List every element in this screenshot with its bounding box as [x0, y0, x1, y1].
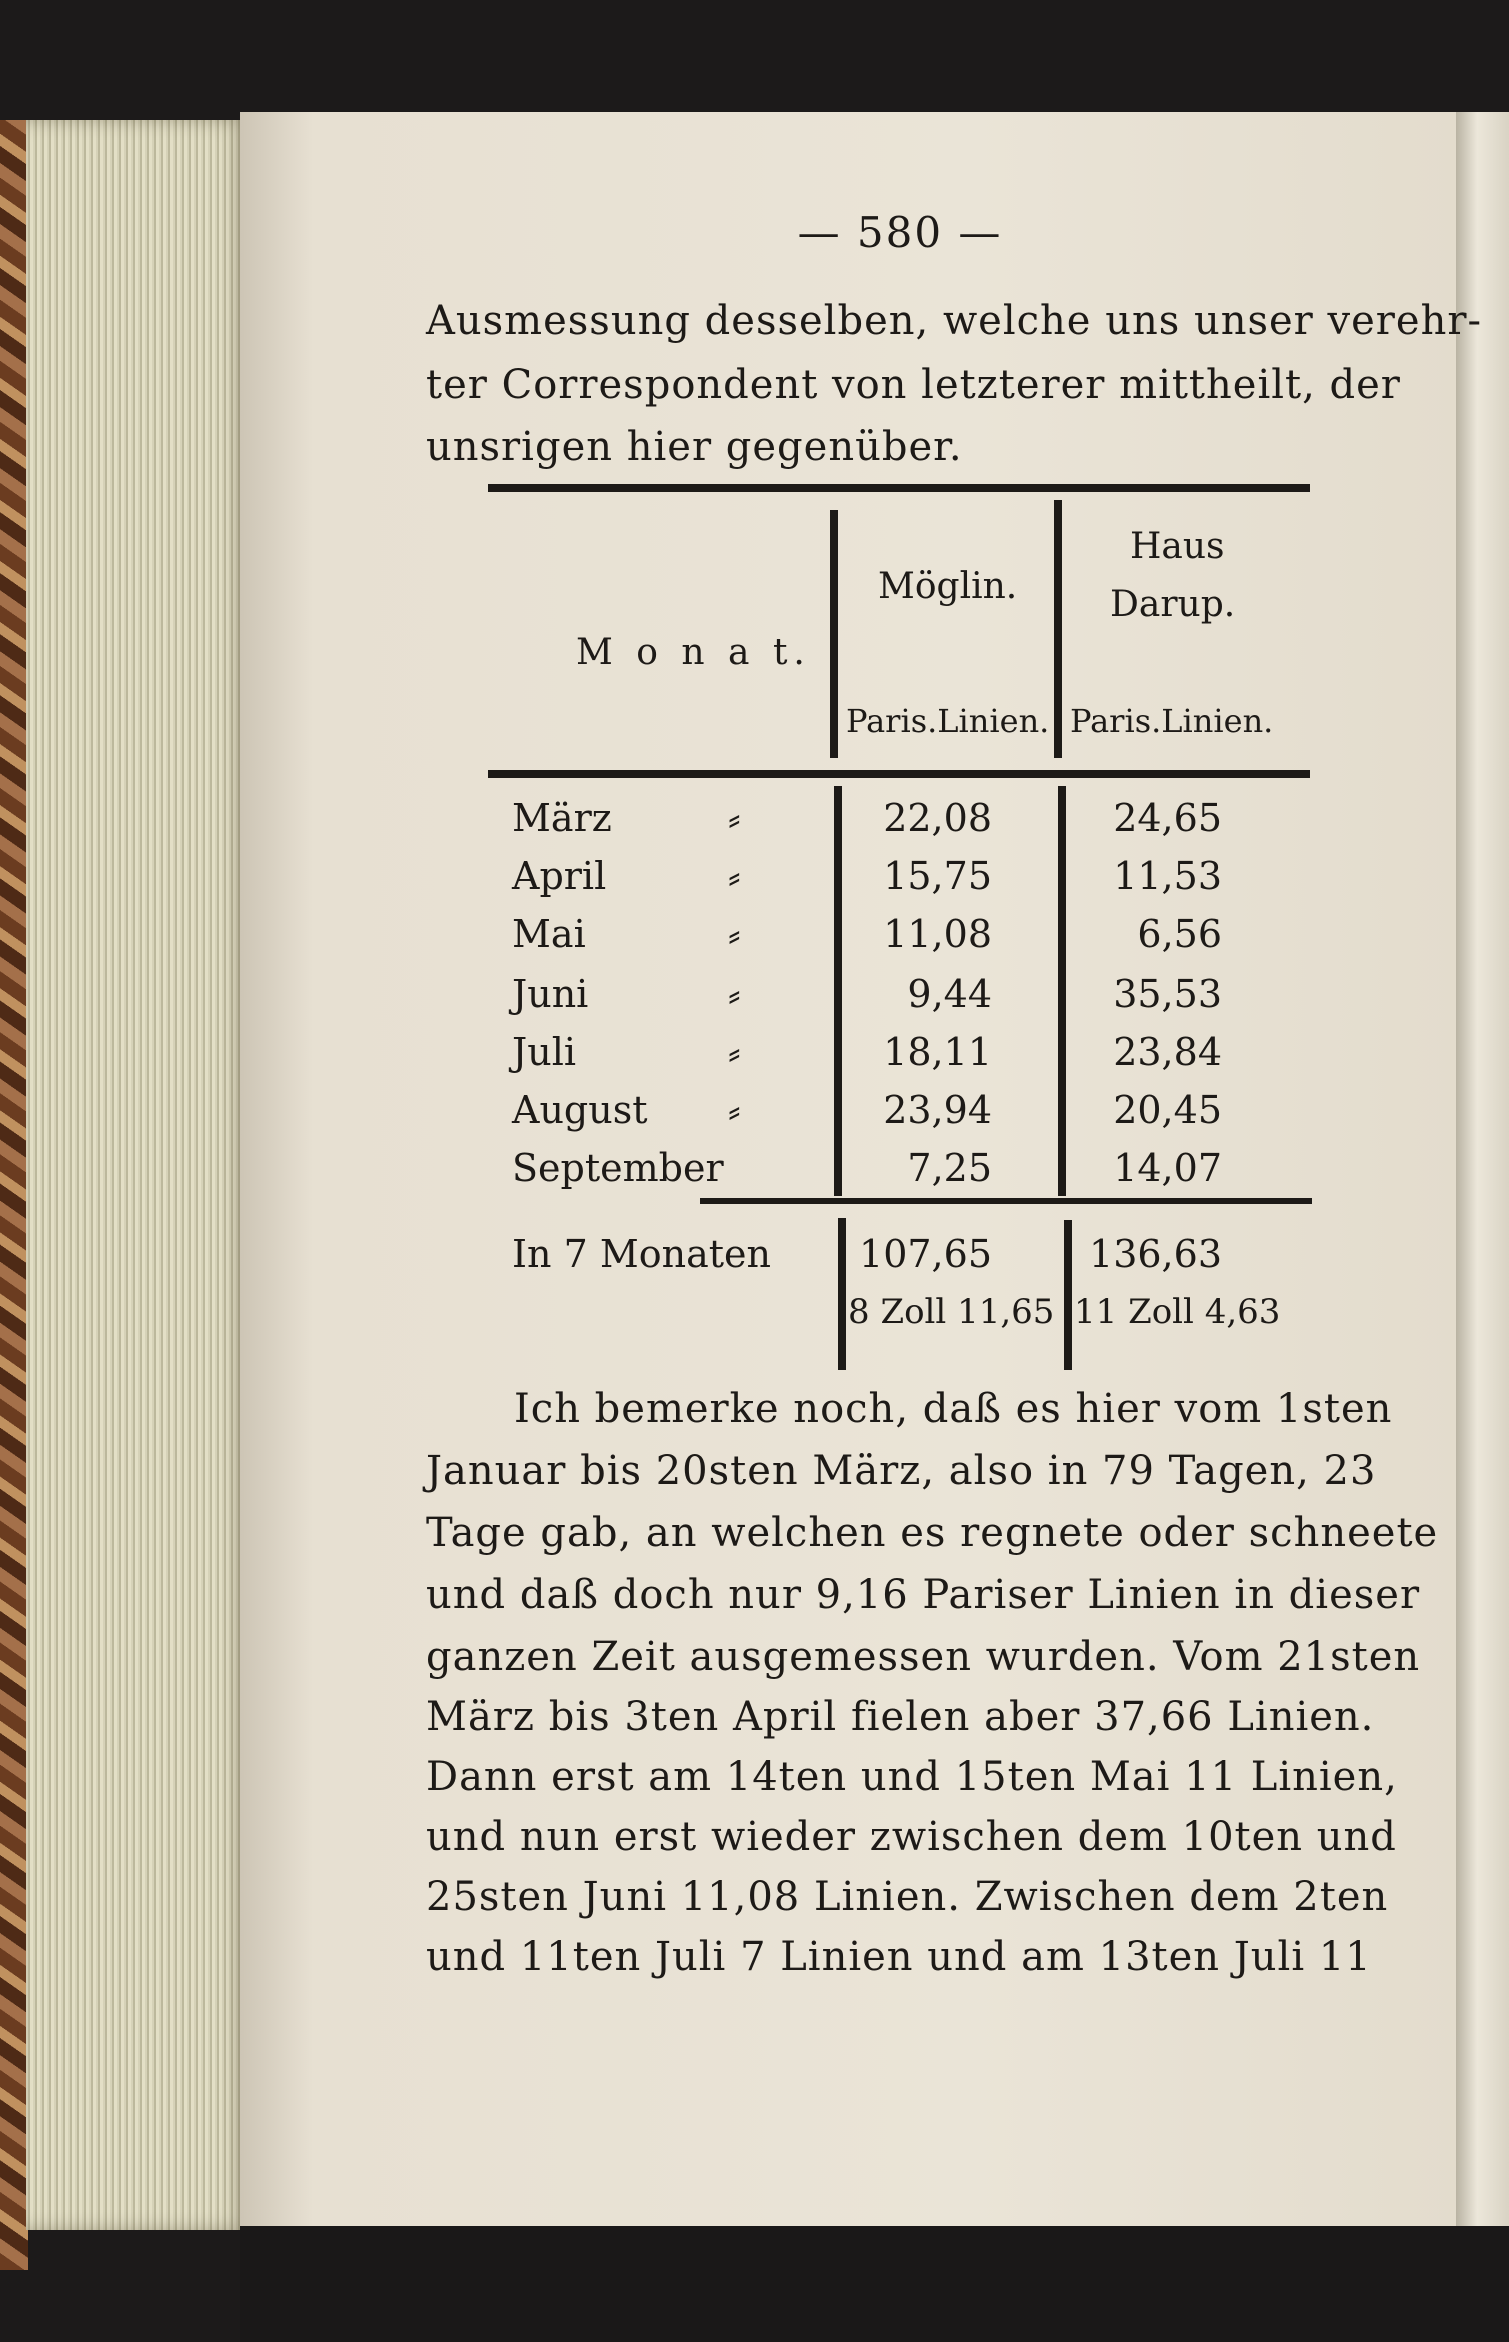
table-column-divider [1054, 500, 1062, 758]
table-row-month: April [512, 854, 607, 898]
header-darup-line1: Haus [1130, 526, 1225, 567]
body-line [426, 1754, 1398, 1800]
header-month: M o n a t. [576, 632, 811, 673]
body-line-text: Tage gab, an welchen es regnete oder schneete [426, 1510, 1439, 1556]
table-row-month: Mai [512, 912, 586, 956]
table-row-moeglin: 9,44 [907, 972, 992, 1016]
ditto-mark: ⸗ [728, 796, 741, 840]
table-row-moeglin: 23,94 [883, 1088, 992, 1132]
table-row-darup: 14,07 [1113, 1146, 1222, 1190]
body-line [514, 1386, 1393, 1432]
table-row-moeglin: 7,25 [907, 1146, 992, 1190]
background-shadow [240, 2226, 1509, 2342]
body-line [426, 1694, 1375, 1740]
body-line [426, 1634, 1421, 1680]
table-row-darup: 11,53 [1113, 854, 1222, 898]
header-moeglin: Möglin. [878, 566, 1018, 607]
table-row-moeglin: 22,08 [883, 796, 992, 840]
table-column-divider [830, 510, 838, 758]
table-column-divider [834, 786, 842, 1196]
body-line [426, 1510, 1439, 1556]
body-line-text: und 11ten Juli 7 Linien und am 13ten Juli 11 [426, 1934, 1372, 1980]
ditto-mark: ⸗ [728, 1030, 741, 1074]
table-top-rule [488, 484, 1310, 492]
page-stack [26, 120, 252, 2230]
ditto-mark: ⸗ [728, 972, 741, 1016]
body-line-text: 25sten Juni 11,08 Linien. Zwischen dem 2ten [426, 1874, 1389, 1920]
body-line-text: ganzen Zeit ausgemessen wurden. Vom 21sten [426, 1634, 1421, 1680]
table-row-month: Juni [512, 972, 589, 1016]
body-line-text: März bis 3ten April fielen aber 37,66 Linien. [426, 1694, 1375, 1740]
table-row-moeglin: 18,11 [883, 1030, 992, 1074]
intro-line-text: Ausmessung desselben, welche uns unser verehr- [426, 298, 1482, 344]
header-darup-line2: Darup. [1110, 584, 1236, 625]
body-line-text: und nun erst wieder zwischen dem 10ten und [426, 1814, 1397, 1860]
table-row-darup: 20,45 [1113, 1088, 1222, 1132]
body-line-text: Ich bemerke noch, daß es hier vom 1sten [514, 1386, 1393, 1432]
table-row-darup: 23,84 [1113, 1030, 1222, 1074]
table-row-month: März [512, 796, 612, 840]
body-line [426, 1874, 1389, 1920]
table-row-darup: 6,56 [1137, 912, 1222, 956]
body-line [426, 1814, 1397, 1860]
total-label: In 7 Monaten [512, 1232, 771, 1276]
table-row-darup: 24,65 [1113, 796, 1222, 840]
body-line [426, 1448, 1377, 1494]
ditto-mark: ⸗ [728, 912, 741, 956]
total-darup: 136,63 [1089, 1232, 1222, 1276]
page-number: — 580 — [797, 208, 1003, 257]
header-moeglin-unit: Paris.Linien. [846, 702, 1050, 740]
table-total-rule [700, 1198, 1312, 1204]
total-moeglin: 107,65 [859, 1232, 992, 1276]
body-line-text: Januar bis 20sten März, also in 79 Tagen, 23 [426, 1448, 1377, 1494]
body-line-text: Dann erst am 14ten und 15ten Mai 11 Linien, [426, 1754, 1398, 1800]
table-row-month: Juli [512, 1030, 577, 1074]
table-header-rule [488, 770, 1310, 778]
ditto-mark: ⸗ [728, 1088, 741, 1132]
body-line [426, 1572, 1421, 1618]
intro-line [426, 424, 1366, 470]
intro-line [426, 362, 1401, 408]
table-column-divider [838, 1218, 846, 1370]
table-row-month: August [512, 1088, 648, 1132]
table-row-darup: 35,53 [1113, 972, 1222, 1016]
body-line-text: und daß doch nur 9,16 Pariser Linien in dieser [426, 1572, 1421, 1618]
table-row-month: September [512, 1146, 724, 1190]
intro-line [426, 298, 1482, 344]
book-cover-edge [0, 120, 28, 2270]
ditto-mark: ⸗ [728, 854, 741, 898]
total-moeglin-inches: 8 Zoll 11,65 [848, 1292, 1055, 1332]
header-darup-unit: Paris.Linien. [1070, 702, 1274, 740]
intro-line-text: ter Correspondent von letzterer mittheilt, der [426, 362, 1401, 408]
table-row-moeglin: 11,08 [883, 912, 992, 956]
table-row-moeglin: 15,75 [883, 854, 992, 898]
intro-line-text: unsrigen hier gegenüber. [426, 424, 963, 470]
body-line [426, 1934, 1372, 1980]
facing-page-edge [1456, 112, 1509, 2232]
total-darup-inches: 11 Zoll 4,63 [1074, 1292, 1281, 1332]
